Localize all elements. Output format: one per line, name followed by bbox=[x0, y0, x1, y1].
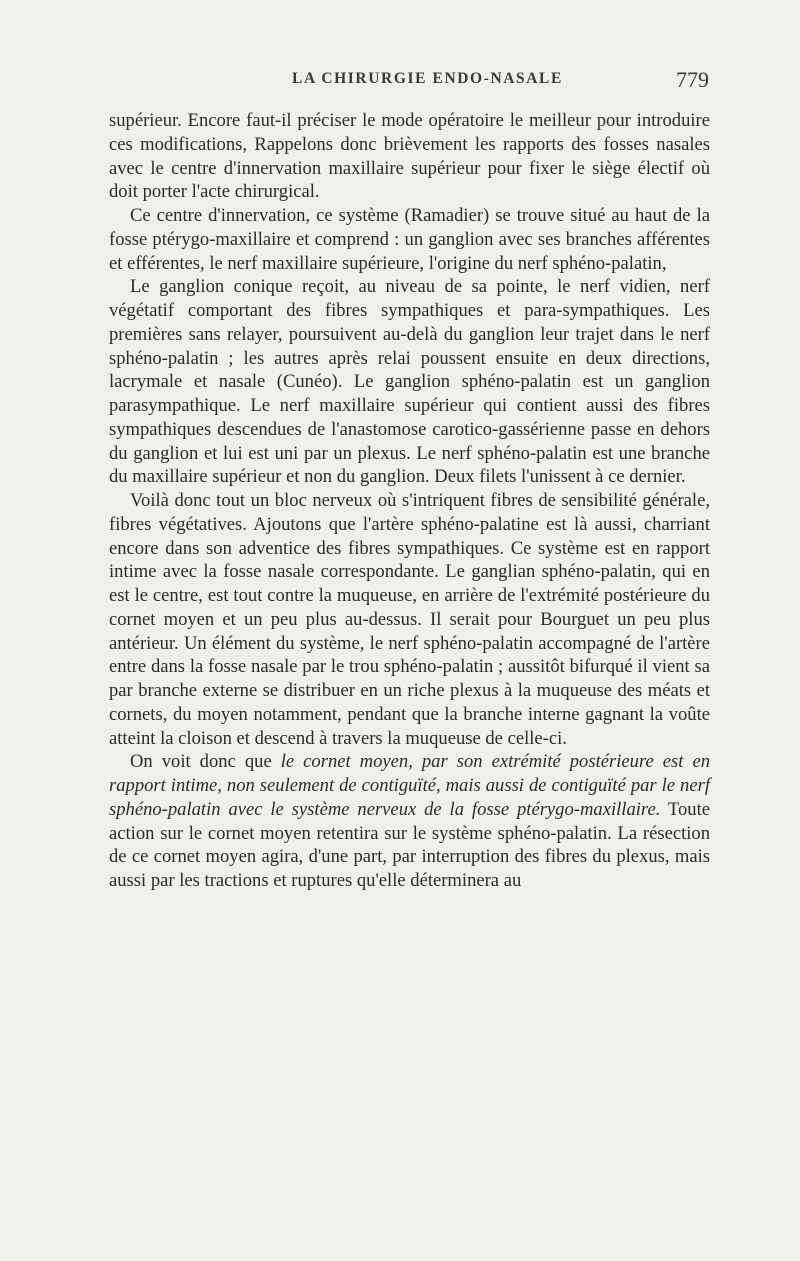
paragraph-3: Le ganglion conique reçoit, au niveau de sa pointe, le nerf vidien, nerf végétatif comportant des fibres sympathiques et para-sympathiques. Les premières sans relayer, poursuivent au-delà du ganglion leur trajet dans le nerf sphéno-palatin ; les autres après relai poussent ensuite en deux directions, lacrymale et nasale (Cunéo). Le ganglion sphéno-palatin est un ganglion parasympathique. Le nerf maxillaire supérieur qui contient aussi des fibres sympathiques descendues de l'anastomose carotico-gassérienne passe en dehors du ganglion et lui est uni par un plexus. Le nerf sphéno-palatin est une branche du maxillaire supérieur et non du ganglion. Deux filets l'unissent à ce dernier. bbox=[109, 276, 710, 488]
page-number: 779 bbox=[676, 67, 709, 92]
paragraph-5-italic: le cornet moyen, par son extrémité postérieure est en rapport intime, non seulement de contiguïté, mais aussi de contiguïté par le nerf sphéno-palatin avec le système nerveux de la fosse ptérygo-maxillaire. bbox=[109, 751, 710, 820]
paragraph-4: Voilà donc tout un bloc nerveux où s'intriquent fibres de sensibilité générale, fibres végétatives. Ajoutons que l'artère sphéno-palatine est là aussi, charriant encore dans son adventice des fibres sympathiques. Ce système est en rapport intime avec la fosse nasale correspondante. Le ganglian sphéno-palatin, qui en est le centre, est tout contre la muqueuse, en arrière de l'extrémité postérieure du cornet moyen et un peu plus au-dessus. Il serait pour Bourguet un peu plus antérieur. Un élément du système, le nerf sphéno-palatin accompagné de l'artère entre dans la fosse nasale par le trou sphéno-palatin ; aussitôt bifurqué il vient sa par branche externe se distribuer en un riche plexus à la muqueuse des méats et cornets, du moyen notamment, pendant que la branche interne gagnant la voûte atteint la cloison et descend à travers la muqueuse de celle-ci. bbox=[109, 490, 710, 749]
running-header bbox=[0, 67, 800, 94]
paragraph-5 bbox=[109, 750, 710, 893]
running-title: LA CHIRURGIE ENDO-NASALE bbox=[292, 70, 563, 87]
paragraph-5-rest: Toute action sur le cornet moyen retentira sur le système sphéno-palatin. La résection de ce cornet moyen agira, d'une part, par interruption des fibres du plexus, mais aussi par les tractions et ruptures qu'elle déterminera au bbox=[109, 798, 710, 891]
paragraph-1: supérieur. Encore faut-il préciser le mode opératoire le meilleur pour introduire ces modifications, Rappelons donc brièvement les rapports des fosses nasales avec le centre d'innervation maxillaire supérieur pour fixer le siège électif où doit porter l'acte chirurgical. bbox=[109, 110, 710, 203]
body-text bbox=[109, 109, 710, 893]
paragraph-5-lead: On voit donc que bbox=[130, 751, 281, 773]
paragraph-2: Ce centre d'innervation, ce système (Ramadier) se trouve situé au haut de la fosse ptérygo-maxillaire et comprend : un ganglion avec ses branches afférentes et efférentes, le nerf maxillaire supérieure, l'origine du nerf sphéno-palatin, bbox=[109, 205, 710, 274]
